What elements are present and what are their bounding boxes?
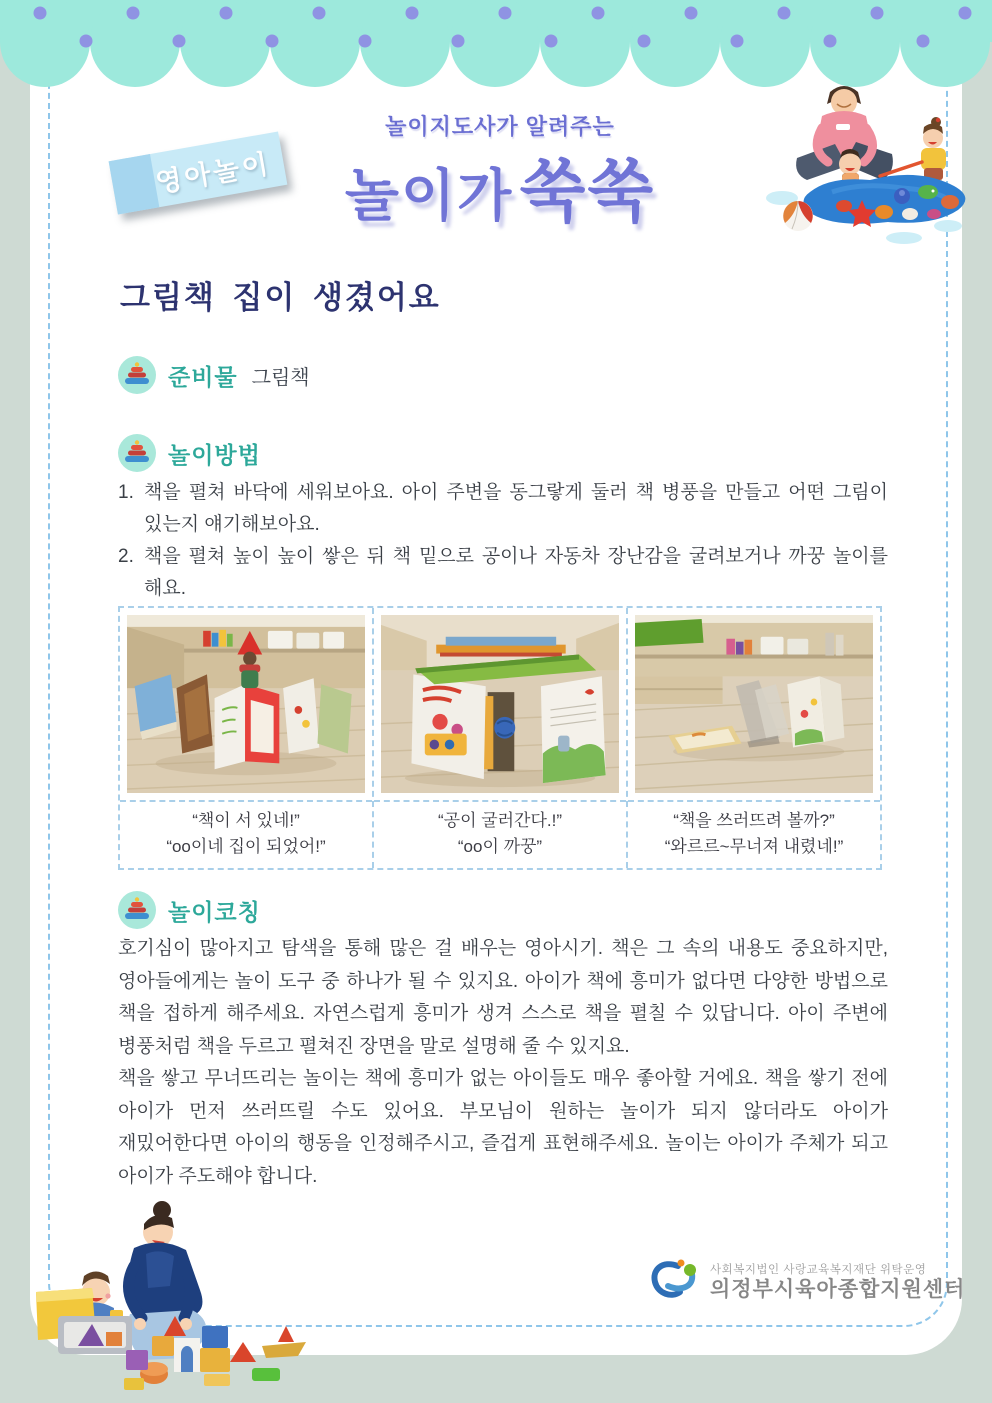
header-illustration-dad-and-child — [752, 80, 967, 245]
method-step — [118, 477, 888, 541]
photo-books-knocked-down — [628, 608, 880, 800]
photo-book-tunnel — [374, 608, 626, 800]
coaching-paragraph: 책을 쌓고 무너뜨리는 놀이는 책에 흥미가 없는 아이들도 매우 좋아할 거에요. 책을 쌓기 전에 아이가 먼저 쓰러뜨릴 수도 있어요. 부모님이 원하는 놀이가 되지 않더라도 아이가 재밌어한다면 아이의 행동을 인정해주시고, 즐겁게 표현해주세요. 놀이는 아이가 주체가 되고 아이가 주도해야 합니다. — [118, 1068, 888, 1187]
photo-column-1 — [120, 608, 374, 868]
activity-title: 그림책 집이 생겼어요 — [120, 280, 441, 315]
step-number: 2. — [118, 546, 134, 567]
step-number: 1. — [118, 482, 134, 503]
scallop-banner — [0, 0, 992, 92]
coaching-paragraph: 호기심이 많아지고 탐색을 통해 많은 걸 배우는 영아시기. 책은 그 속의 내용도 중요하지만, 영아들에게는 놀이 도구 중 하나가 될 수 있지요. 아이가 책에 흥미가 없다면 다양한 방법으로 책을 접하게 해주세요. 자연스럽게 흥미가 생겨 스스로 책을 펼칠 수 있답니다. 아이 주변에 병풍처럼 책을 두르고 펼쳐진 장면을 말로 설명해 줄 수 있지요. — [118, 938, 888, 1057]
method-step — [118, 541, 888, 605]
section-method — [118, 434, 261, 472]
org-logo-text — [710, 1263, 965, 1304]
org-logo-icon — [648, 1258, 702, 1308]
header-title — [250, 138, 750, 235]
photo-caption — [120, 800, 372, 868]
category-badge-label: 영아놀이 — [153, 147, 274, 198]
section-materials — [118, 356, 310, 394]
caption-line: “와르르~무너져 내렸네!” — [664, 837, 844, 856]
photo-grid — [118, 606, 882, 870]
photo-books-standing — [120, 608, 372, 800]
footer-illustration-mom-and-baby — [34, 1196, 324, 1401]
coaching-text — [118, 933, 888, 1193]
stacking-toy-icon — [118, 434, 156, 472]
header-title-word2: 쑥쑥 — [519, 154, 656, 230]
section-coaching — [118, 891, 261, 929]
materials-label: 준비물 — [168, 363, 238, 390]
photo-column-3 — [628, 608, 880, 868]
photo-column-2 — [374, 608, 628, 868]
coaching-label: 놀이코칭 — [168, 898, 261, 925]
stacking-toy-icon — [118, 891, 156, 929]
caption-line: “책을 쓰러뜨려 볼까?” — [673, 811, 835, 830]
caption-line: “공이 굴러간다.!” — [437, 811, 563, 830]
header-title-word1: 놀이가 — [344, 164, 514, 227]
caption-line: “oo이 까꿍” — [457, 837, 543, 856]
org-subtitle: 사회복지법인 사랑교육복지재단 위탁운영 — [710, 1263, 927, 1276]
method-label: 놀이방법 — [168, 441, 261, 468]
step-text: 책을 펼쳐 높이 높이 쌓은 뒤 책 밑으로 공이나 자동차 장난감을 굴려보거나 까꿍 놀이를 해요. — [144, 546, 888, 599]
stacking-toy-icon — [118, 356, 156, 394]
footer-logo — [648, 1258, 965, 1308]
photo-caption — [628, 800, 880, 868]
org-name: 의정부시육아종합지원센터 — [710, 1278, 966, 1302]
step-text: 책을 펼쳐 바닥에 세워보아요. 아이 주변을 동그랗게 둘러 책 병풍을 만들고 어떤 그림이 있는지 얘기해보아요. — [144, 482, 888, 535]
caption-line: “oo이네 집이 되었어!” — [166, 837, 326, 856]
photo-caption — [374, 800, 626, 868]
caption-line: “책이 서 있네!” — [192, 811, 300, 830]
materials-value: 그림책 — [251, 366, 310, 389]
header-subtitle: 놀이지도사가 알려주는 — [385, 114, 615, 139]
